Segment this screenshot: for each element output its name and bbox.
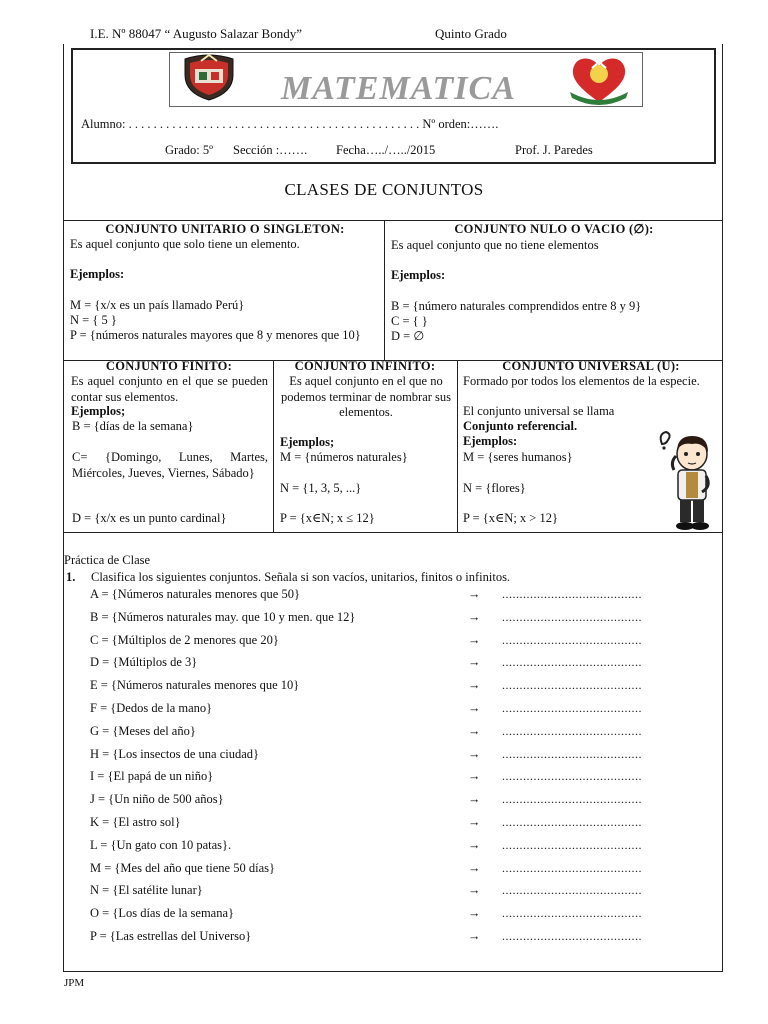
answer-blank[interactable]: ........................................ — [502, 655, 642, 669]
nulo-ex1: B = {número naturales comprendidos entre 8 y 9} — [391, 299, 642, 313]
answer-blank[interactable]: ........................................ — [502, 815, 642, 829]
answer-blank[interactable]: ........................................ — [502, 678, 642, 692]
unitario-definition: Es aquel conjunto que solo tiene un elemento. — [70, 237, 300, 251]
universal-ex1: M = {seres humanos} — [463, 450, 573, 464]
practice-item: I = {El papá de un niño} — [90, 769, 214, 783]
practice-item: M = {Mes del año que tiene 50 días} — [90, 861, 275, 875]
answer-blank[interactable]: ........................................ — [502, 747, 642, 761]
arrow-icon: → — [468, 701, 481, 715]
universal-definition: Formado por todos los elementos de la especie. — [463, 374, 700, 388]
unitario-ex2: N = { 5 } — [70, 313, 117, 327]
practice-item: D = {Múltiplos de 3} — [90, 655, 198, 669]
universal-definition-2: El conjunto universal se llama — [463, 404, 615, 418]
universal-heading: CONJUNTO UNIVERSAL (U): — [502, 359, 680, 373]
finito-ex3: D = {x/x es un punto cardinal} — [72, 511, 227, 525]
practice-item: N = {El satélite lunar} — [90, 883, 203, 897]
practice-number: 1. — [66, 570, 76, 584]
infinito-definition: Es aquel conjunto en el que no podemos terminar de nombrar sus elementos. — [280, 374, 452, 419]
practice-item: G = {Meses del año} — [90, 724, 196, 738]
arrow-icon: → — [468, 792, 481, 806]
practice-item: E = {Números naturales menores que 10} — [90, 678, 300, 692]
practice-item: A = {Números naturales menores que 50} — [90, 587, 300, 601]
unitario-ex1: M = {x/x es un país llamado Perú} — [70, 298, 245, 312]
grid-divider — [384, 220, 385, 361]
arrow-icon: → — [468, 929, 481, 943]
practice-item: L = {Un gato con 10 patas}. — [90, 838, 232, 852]
answer-blank[interactable]: ........................................ — [502, 792, 642, 806]
answer-blank[interactable]: ........................................ — [502, 724, 642, 738]
nulo-examples-label: Ejemplos: — [391, 268, 446, 282]
answer-blank[interactable]: ........................................ — [502, 906, 642, 920]
practice-item: C = {Múltiplos de 2 menores que 20} — [90, 633, 279, 647]
universal-examples-label: Ejemplos: — [463, 434, 518, 448]
grade-top: Quinto Grado — [435, 26, 507, 41]
finito-definition: Es aquel conjunto en el que se pueden contar sus elementos. — [71, 374, 268, 404]
grid-divider — [457, 360, 458, 533]
teacher-name: Prof. J. Paredes — [515, 143, 593, 157]
answer-blank[interactable]: ........................................ — [502, 838, 642, 852]
finito-ex1: B = {días de la semana} — [72, 419, 194, 433]
arrow-icon: → — [468, 883, 481, 897]
arrow-icon: → — [468, 587, 481, 601]
answer-blank[interactable]: ........................................ — [502, 769, 642, 783]
answer-blank[interactable]: ........................................ — [502, 587, 642, 601]
unitario-ex3: P = {números naturales mayores que 8 y menores que 10} — [70, 328, 361, 342]
answer-blank[interactable]: ........................................ — [502, 701, 642, 715]
practice-instruction: Clasifica los siguientes conjuntos. Señala si son vacíos, unitarios, finitos o infinitos. — [91, 570, 511, 584]
universal-ex2: N = {flores} — [463, 481, 526, 495]
grade-label: Grado: 5º — [165, 143, 213, 157]
nulo-ex3: D = ∅ — [391, 329, 425, 343]
grid-divider — [273, 360, 274, 533]
answer-blank[interactable]: ........................................ — [502, 861, 642, 875]
arrow-icon: → — [468, 678, 481, 692]
arrow-icon: → — [468, 906, 481, 920]
thinking-boy-icon — [656, 430, 718, 534]
footer-initials: JPM — [64, 977, 85, 989]
section-title: CLASES DE CONJUNTOS — [284, 180, 484, 199]
practice-item: H = {Los insectos de una ciudad} — [90, 747, 260, 761]
arrow-icon: → — [468, 838, 481, 852]
arrow-icon: → — [468, 655, 481, 669]
answer-blank[interactable]: ........................................ — [502, 883, 642, 897]
arrow-icon: → — [468, 815, 481, 829]
arrow-icon: → — [468, 747, 481, 761]
answer-blank[interactable]: ........................................ — [502, 610, 642, 624]
arrow-icon: → — [468, 861, 481, 875]
infinito-heading: CONJUNTO INFINITO: — [294, 359, 436, 373]
finito-heading: CONJUNTO FINITO: — [105, 359, 233, 373]
arrow-icon: → — [468, 610, 481, 624]
arrow-icon: → — [468, 633, 481, 647]
nulo-ex2: C = { } — [391, 314, 428, 328]
finito-ex2: C= {Domingo, Lunes, Martes, Miércoles, Jueves, Viernes, Sábado} — [72, 450, 268, 480]
nulo-definition: Es aquel conjunto que no tiene elementos — [391, 238, 599, 252]
practice-item: J = {Un niño de 500 años} — [90, 792, 224, 806]
practice-item: O = {Los días de la semana} — [90, 906, 235, 920]
practice-item: K = {El astro sol} — [90, 815, 181, 829]
finito-examples-label: Ejemplos; — [71, 404, 126, 418]
practice-item: B = {Números naturales may. que 10 y men. que 12} — [90, 610, 356, 624]
arrow-icon: → — [468, 724, 481, 738]
practice-item: F = {Dedos de la mano} — [90, 701, 213, 715]
unitario-examples-label: Ejemplos: — [70, 267, 125, 281]
universal-ex3: P = {x∈N; x > 12} — [463, 511, 558, 525]
school-crest-icon — [181, 53, 237, 101]
student-line: Alumno: . . . . . . . . . . . . . . . . . . . . . . . . . . . . . . . . . . . . . . . . . . . . . . . Nº orden:……. — [81, 117, 499, 131]
heart-emblem-icon — [566, 52, 632, 106]
infinito-ex1: M = {números naturales} — [280, 450, 408, 464]
answer-blank[interactable]: ........................................ — [502, 633, 642, 647]
school-name: I.E. Nº 88047 “ Augusto Salazar Bondy” — [90, 26, 302, 41]
page-title: MATEMATICA — [281, 70, 516, 107]
universal-referencial: Conjunto referencial. — [463, 419, 578, 433]
arrow-icon: → — [468, 769, 481, 783]
practice-title: Práctica de Clase — [64, 553, 151, 567]
infinito-examples-label: Ejemplos; — [280, 435, 335, 449]
section-label: Sección :……. — [233, 143, 308, 157]
answer-blank[interactable]: ........................................ — [502, 929, 642, 943]
practice-item: P = {Las estrellas del Universo} — [90, 929, 252, 943]
nulo-heading: CONJUNTO NULO O VACIO (∅): — [454, 222, 654, 236]
date-label: Fecha…../…../2015 — [336, 143, 436, 157]
infinito-ex3: P = {x∈N; x ≤ 12} — [280, 511, 375, 525]
infinito-ex2: N = {1, 3, 5, ...} — [280, 481, 362, 495]
unitario-heading: CONJUNTO UNITARIO O SINGLETON: — [105, 222, 345, 236]
